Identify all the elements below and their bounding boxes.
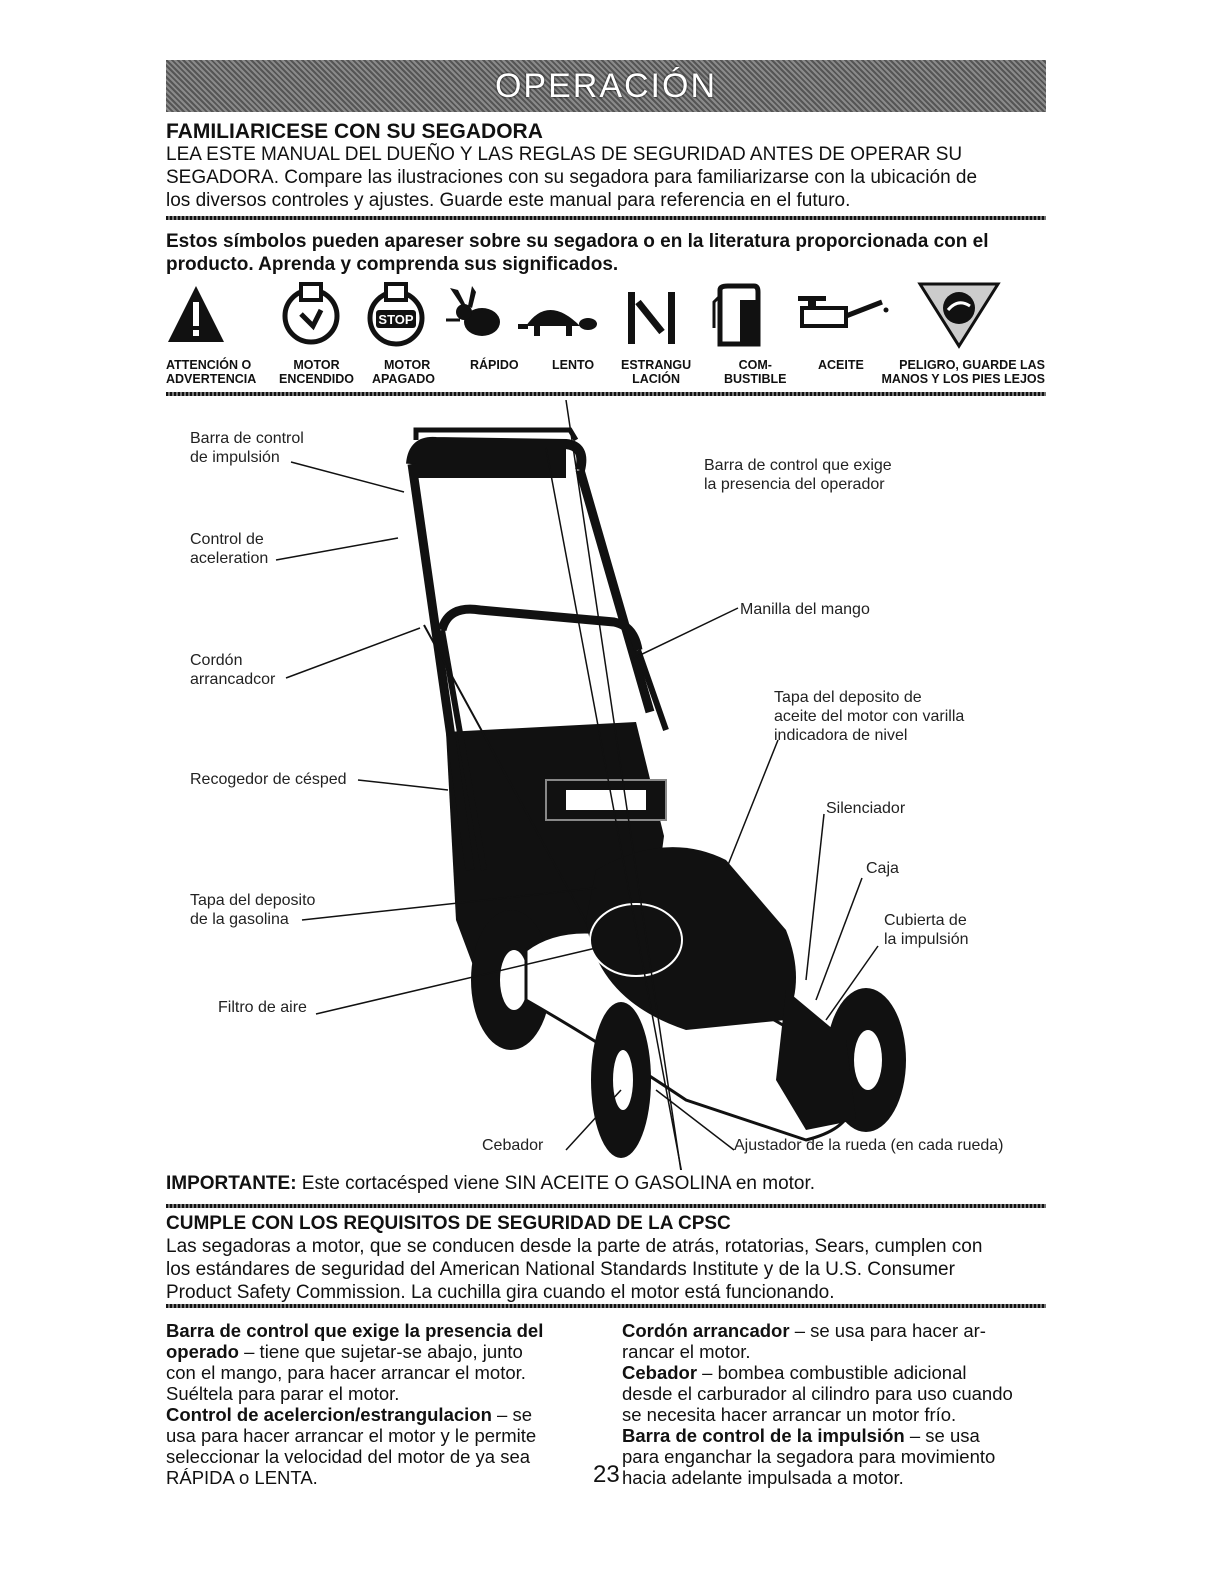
definition-text: – se usa [904,1425,980,1446]
engine-on-icon [285,284,337,342]
callout-throttle: Control de aceleration [190,531,269,567]
definition-text: para enganchar la segadora para movimiento [622,1446,996,1467]
definition-term: operado [166,1341,239,1362]
definition-term: Control de acelercion/estrangulacion [166,1404,492,1425]
engine-stop-icon [370,284,422,344]
callout-wheel-adjuster: Ajustador de la rueda (en cada rueda) [734,1137,1004,1154]
label-fast: RÁPIDO [470,358,519,372]
callout-starter: Cordón arrancadcor [190,652,276,688]
callout-fuel-cap: Tapa del deposito de la gasolina [190,892,316,928]
definition-text: con el mango, para hacer arrancar el motor. [166,1362,526,1383]
familiarize-line-2: SEGADORA. Compare las ilustraciones con su segadora para familiarizarse con la ubicación de [166,167,978,188]
definition-line [166,1341,596,1362]
definition-text: desde el carburador al cilindro para uso cuando [622,1383,1013,1404]
familiarize-line-3: los diversos controles y ajustes. Guarde este manual para referencia en el futuro. [166,190,851,211]
callout-handle-knob: Manilla del mango [740,601,870,618]
definition-line [622,1383,1052,1404]
callout-presence-bar: Barra de control que exige la presencia del operador [704,457,892,493]
important-label: IMPORTANTE: [166,1173,297,1194]
definition-text: se necesita hacer arrancar un motor frío. [622,1404,957,1425]
warning-triangle-icon [168,286,224,342]
hand-blade-danger-icon [920,284,998,346]
definition-term: Barra de control que exige la presencia del [166,1320,544,1341]
turtle-slow-icon [518,310,597,336]
label-danger: PELIGRO, GUARDE LAS MANOS Y LOS PIES LEJOS [881,358,1045,386]
cpsc-heading: CUMPLE CON LOS REQUISITOS DE SEGURIDAD DE LA CPSC [166,1213,731,1234]
cpsc-text [166,1235,1046,1304]
definition-line [622,1362,1052,1383]
definition-line [622,1404,1052,1425]
familiarize-heading: FAMILIARICESE CON SU SEGADORA [166,120,543,143]
definition-text: usa para hacer arrancar el motor y le permite [166,1425,537,1446]
definition-line [622,1425,1052,1446]
fuel-pump-icon [714,286,758,344]
section-banner [166,60,1046,112]
definition-line [622,1467,1052,1488]
definition-text: – se [491,1404,532,1425]
important-text: Este cortacésped viene SIN ACEITE O GASOLINA en motor. [296,1173,816,1194]
symbols-row [166,280,1046,352]
definition-text: Suéltela para parar el motor. [166,1383,400,1404]
definition-text: – se usa para hacer ar- [789,1320,986,1341]
familiarize-line-1: LEA ESTE MANUAL DEL DUEÑO Y LAS REGLAS DE SEGURIDAD ANTES DE OPERAR SU [166,144,963,165]
callout-drive-bar: Barra de control de impulsión [190,430,304,466]
banner-title: OPERACIÓN [494,66,718,105]
familiarize-text [166,143,1046,212]
right-column [622,1320,1052,1488]
definition-term: Barra de control de la impulsión [622,1425,905,1446]
definition-line [166,1362,596,1383]
callout-muffler: Silenciador [826,800,906,817]
definition-text: rancar el motor. [622,1341,751,1362]
stop-text: STOP [378,312,414,327]
divider [166,216,1046,220]
divider [166,1304,1046,1308]
definition-text: – tiene que sujetar-se abajo, junto [238,1341,523,1362]
symbols-intro [166,230,1046,276]
oil-can-icon [798,296,889,326]
divider [166,392,1046,396]
page-number: 23 [593,1461,620,1488]
callout-oil-cap: Tapa del deposito de aceite del motor con varilla indicadora de nivel [774,689,965,744]
left-column [166,1320,596,1488]
definition-text: RÁPIDA o LENTA. [166,1467,318,1488]
choke-icon [628,292,675,344]
label-engine-on: MOTOR ENCENDIDO [279,358,355,386]
definition-text: – bombea combustible adicional [697,1362,967,1383]
definition-line [622,1320,1052,1341]
cpsc-line-2: los estándares de seguridad del American National Standards Institute y de la U.S. Consumer [166,1259,955,1280]
symbols-intro-line-2: producto. Aprenda y comprenda sus significados. [166,254,619,275]
callout-drive-cover: Cubierta de la impulsión [884,912,969,948]
definition-line [622,1446,1052,1467]
definition-text: hacia adelante impulsada a motor. [622,1467,904,1488]
callout-bag: Recogedor de césped [190,771,347,788]
cpsc-line-1: Las segadoras a motor, que se conducen desde la parte de atrás, rotatorias, Sears, cumplen con [166,1236,983,1257]
definition-text: seleccionar la velocidad del motor de ya sea [166,1446,531,1467]
label-engine-stop: MOTOR APAGADO [372,358,435,386]
definition-line [166,1320,596,1341]
presence-bar [416,444,566,478]
rabbit-fast-icon [446,286,500,336]
callout-air-filter: Filtro de aire [218,999,307,1016]
label-fuel: COM- BUSTIBLE [724,358,787,386]
symbols-intro-line-1: Estos símbolos pueden apareser sobre su segadora o en la literatura proporcionada con el [166,231,989,252]
definition-line [166,1383,596,1404]
label-slow: LENTO [552,358,595,372]
definition-term: Cordón arrancador [622,1320,790,1341]
important-note [166,1172,815,1195]
callout-primer: Cebador [482,1137,544,1154]
definition-line [166,1467,596,1488]
definition-term: Cebador [622,1362,698,1383]
label-oil: ACEITE [818,358,864,372]
definition-line [622,1341,1052,1362]
front-wheel [591,1002,651,1158]
divider [166,1204,1046,1208]
definition-line [166,1425,596,1446]
callout-housing: Caja [866,860,899,877]
definition-line [166,1446,596,1467]
label-warning: ATTENCIÓN O ADVERTENCIA [166,358,257,386]
definition-line [166,1404,596,1425]
label-choke: ESTRANGU LACIÓN [621,358,692,386]
cpsc-line-3: Product Safety Commission. La cuchilla gira cuando el motor está funcionando. [166,1282,835,1303]
